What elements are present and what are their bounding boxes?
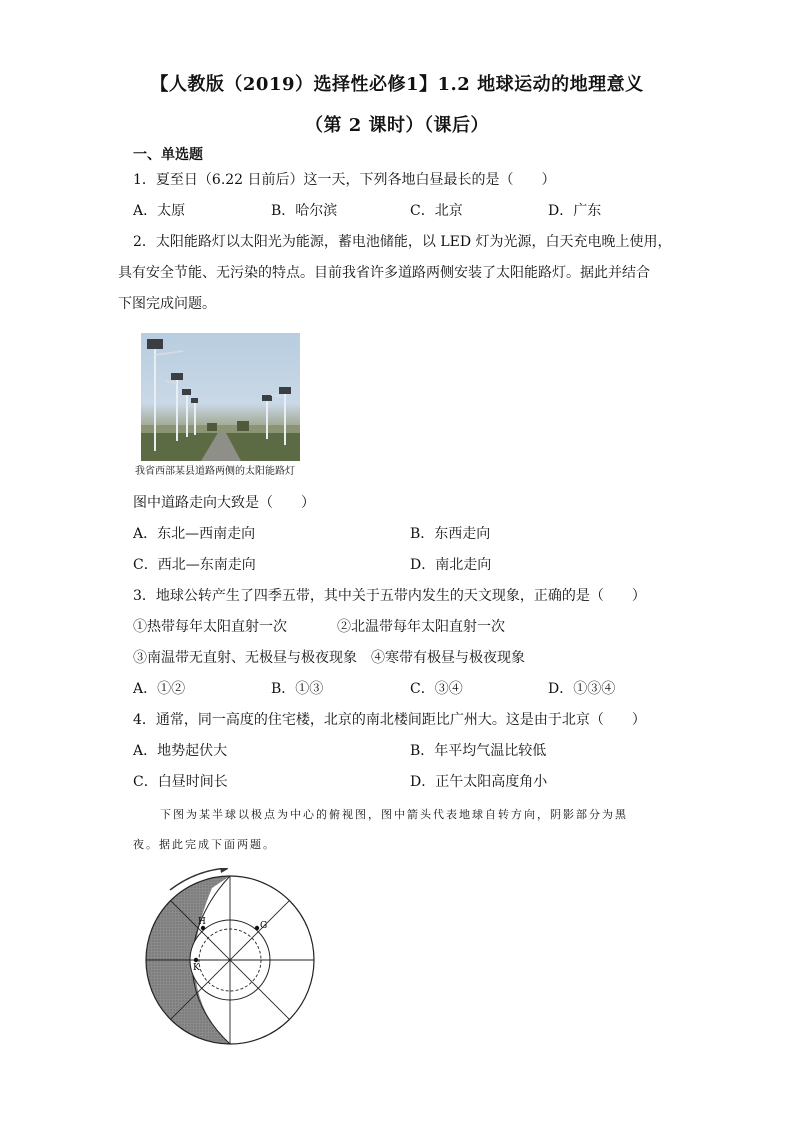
photo-illustration — [141, 333, 300, 461]
q3-statement-3: ③南温带无直射、无极昼与极夜现象 — [133, 650, 357, 666]
question-3-stem: 3．地球公转产生了四季五带，其中关于五带内发生的天文现象，正确的是（ ） — [133, 588, 646, 604]
polar-diagram-svg — [140, 868, 320, 1048]
q1-option-b: B．哈尔滨 — [271, 203, 338, 219]
question-4-stem: 4．通常，同一高度的住宅楼，北京的南北楼间距比广州大。这是由于北京（ ） — [133, 712, 646, 728]
question-2-stem-line1: 2．太阳能路灯以太阳光为能源，蓄电池储能，以 LED 灯为光源，白天充电晚上使用， — [133, 234, 672, 250]
document-title: 【人教版（2019）选择性必修1】1.2 地球运动的地理意义 — [150, 74, 644, 95]
question-2-stem-line2: 具有安全节能、无污染的特点。目前我省许多道路两侧安装了太阳能路灯。据此并结合 — [118, 265, 650, 281]
q4-option-b: B．年平均气温比较低 — [410, 743, 547, 759]
solar-streetlight-photo — [141, 333, 300, 461]
q3-option-d: D．①③④ — [548, 681, 616, 697]
q3-statement-2: ②北温带每年太阳直射一次 — [337, 619, 505, 635]
diagram-intro-line1: 下图为某半球以极点为中心的俯视图，图中箭头代表地球自转方向，阴影部分为黑 — [160, 808, 628, 821]
question-2-stem-line3: 下图完成问题。 — [118, 296, 216, 312]
q3-statement-4: ④寒带有极昼与极夜现象 — [371, 650, 525, 666]
photo-caption: 我省西部某县道路两侧的太阳能路灯 — [135, 466, 295, 477]
question-2-sub-stem: 图中道路走向大致是（ ） — [133, 495, 315, 511]
q1-option-d: D．广东 — [548, 203, 602, 219]
q2-option-d: D．南北走向 — [410, 557, 492, 573]
question-1-stem: 1．夏至日（6.22 日前后）这一天，下列各地白昼最长的是（ ） — [133, 172, 556, 188]
q1-option-c: C．北京 — [410, 203, 463, 219]
q1-option-a: A．太原 — [133, 203, 186, 219]
section-heading: 一、单选题 — [133, 147, 203, 163]
q3-statement-1: ①热带每年太阳直射一次 — [133, 619, 287, 635]
polar-view-diagram — [140, 868, 320, 1048]
q2-option-b: B．东西走向 — [410, 526, 491, 542]
q3-option-a: A．①② — [133, 681, 186, 697]
q2-option-c: C．西北—东南走向 — [133, 557, 256, 573]
q4-option-c: C．白昼时间长 — [133, 774, 228, 790]
q4-option-d: D．正午太阳高度角小 — [410, 774, 548, 790]
q3-option-b: B．①③ — [271, 681, 324, 697]
point-h-label: H — [198, 917, 206, 927]
q4-option-a: A．地势起伏大 — [133, 743, 228, 759]
point-g-label: G — [260, 921, 268, 931]
q2-option-a: A．东北—西南走向 — [133, 526, 256, 542]
point-k-label: K — [193, 963, 200, 973]
q3-option-c: C．③④ — [410, 681, 463, 697]
document-subtitle: （第 2 课时）（课后） — [304, 115, 490, 136]
diagram-intro-line2: 夜。据此完成下面两题。 — [133, 838, 276, 851]
